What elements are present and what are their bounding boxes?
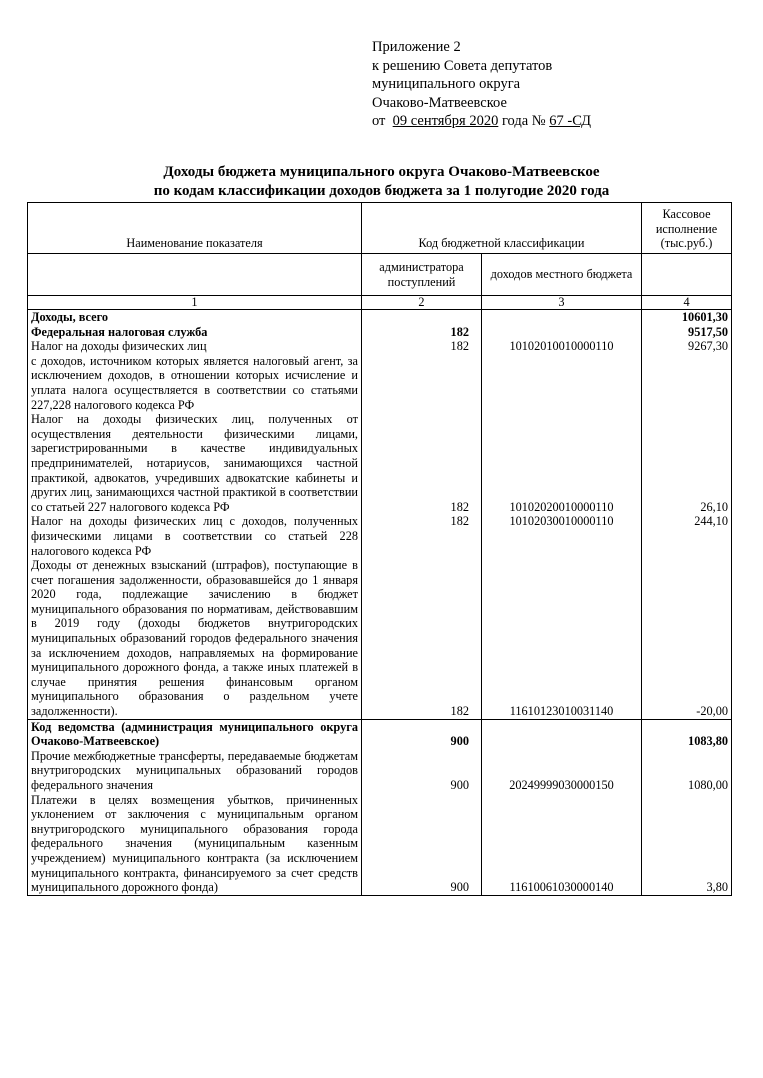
header-empty (642, 254, 732, 296)
table-row (28, 749, 732, 793)
row-code (482, 719, 642, 749)
row-code (482, 354, 642, 412)
row-admin: 182 (362, 339, 482, 354)
row-name: Код ведомства (администрация муниципального округа Очаково-Матвеевское) (28, 719, 362, 749)
table-row (28, 339, 732, 354)
header-code: Код бюджетной классификации (362, 203, 642, 254)
table-row (28, 514, 732, 558)
appendix-mid: года № (501, 113, 546, 129)
table-row (28, 412, 732, 514)
row-amount: 1083,80 (642, 719, 732, 749)
row-admin (362, 354, 482, 412)
row-amount: 3,80 (642, 793, 732, 896)
col-number: 2 (362, 296, 482, 310)
appendix-line: Очаково-Матвеевское (372, 94, 507, 111)
row-name: Прочие межбюджетные трансферты, передаваемые бюджетам внутригородских муниципальных образований городов федерального значения (28, 749, 362, 793)
col-number: 3 (482, 296, 642, 310)
row-code: 11610123010031140 (482, 558, 642, 719)
table-row (28, 793, 732, 896)
header-local: доходов местного бюджета (482, 254, 642, 296)
row-code: 10102030010000110 (482, 514, 642, 558)
row-code (482, 310, 642, 325)
row-amount: 244,10 (642, 514, 732, 558)
header-cash: Кассовое исполнение (тыс.руб.) (642, 203, 732, 254)
title-line-1: Доходы бюджета муниципального округа Очаково-Матвеевское (163, 164, 600, 180)
col-number: 1 (28, 296, 362, 310)
row-admin: 182 (362, 325, 482, 340)
header-name: Наименование показателя (28, 203, 362, 254)
row-admin: 900 (362, 749, 482, 793)
row-code: 20249999030000150 (482, 749, 642, 793)
row-name: Налог на доходы физических лиц (28, 339, 362, 354)
header-admin: администратора поступлений (362, 254, 482, 296)
table-row (28, 719, 732, 749)
appendix-prefix: от (372, 113, 386, 129)
row-amount: 26,10 (642, 412, 732, 514)
row-amount (642, 354, 732, 412)
row-amount: 1080,00 (642, 749, 732, 793)
appendix-block (372, 38, 591, 131)
row-admin: 182 (362, 514, 482, 558)
row-admin: 900 (362, 719, 482, 749)
appendix-line: к решению Совета депутатов (372, 57, 553, 74)
header-empty (28, 254, 362, 296)
row-admin: 900 (362, 793, 482, 896)
row-code: 10102020010000110 (482, 412, 642, 514)
row-admin: 182 (362, 412, 482, 514)
decision-number: 67 -СД (549, 113, 592, 129)
row-admin (362, 310, 482, 325)
decision-date: 09 сентября 2020 (392, 113, 499, 129)
row-admin: 182 (362, 558, 482, 719)
row-code: 11610061030000140 (482, 793, 642, 896)
row-amount: 9267,30 (642, 339, 732, 354)
row-name: Платежи в целях возмещения убытков, причиненных уклонением от заключения с муниципальным органом внутригородского муниципального образования города федерального значения (муниципальным казенным учреждением) муниципального контракта (за исключением муниципального контракта, финансируемого за счет средств муниципального дорожного фонда) (28, 793, 362, 896)
row-amount: -20,00 (642, 558, 732, 719)
row-name: Налог на доходы физических лиц с доходов, полученных физическими лицами в соответствии со статьей 228 налогового кодекса РФ (28, 514, 362, 558)
table-row (28, 354, 732, 412)
table-row (28, 558, 732, 719)
document-title (0, 163, 763, 200)
col-number: 4 (642, 296, 732, 310)
row-code: 10102010010000110 (482, 339, 642, 354)
appendix-line: Приложение 2 (372, 39, 461, 55)
row-name: Доходы от денежных взысканий (штрафов), поступающие в счет погашения задолженности, образовавшейся до 1 января 2020 года, подлежащие зачислению в бюджет муниципального образования по нормативам, действовавшим в 2019 году (доходы бюджетов внутригородских муниципальных образований городов федерального значения за исключением доходов, направляемых на формирование муниципального дорожного фонда, а также иных платежей в случае принятия решения финансовым органом муниципального образования о раздельном учете задолженности). (28, 558, 362, 719)
row-name: Доходы, всего (28, 310, 362, 325)
income-table (27, 202, 732, 896)
row-name: Налог на доходы физических лиц, полученных от осуществления деятельности физическими лицами, зарегистрированными в качестве индивидуальных предпринимателей, нотариусов, занимающихся частной практикой, адвокатов, учредивших адвокатские кабинеты и других лиц, занимающихся частной практикой в соответствии со статьей 227 налогового кодекса РФ (28, 412, 362, 514)
table-row (28, 325, 732, 340)
title-line-2: по кодам классификации доходов бюджета за 1 полугодие 2020 года (153, 182, 610, 199)
row-amount: 10601,30 (642, 310, 732, 325)
appendix-line: муниципального округа (372, 76, 521, 92)
row-code (482, 325, 642, 340)
row-name: с доходов, источником которых является налоговый агент, за исключением доходов, в отношении которых исчисление и уплата налога осуществляется в соответствии со статьями 227,228 налогового кодекса РФ (28, 354, 362, 412)
row-amount: 9517,50 (642, 325, 732, 340)
table-row (28, 310, 732, 325)
row-name: Федеральная налоговая служба (28, 325, 362, 340)
appendix-decision-line (372, 112, 591, 131)
